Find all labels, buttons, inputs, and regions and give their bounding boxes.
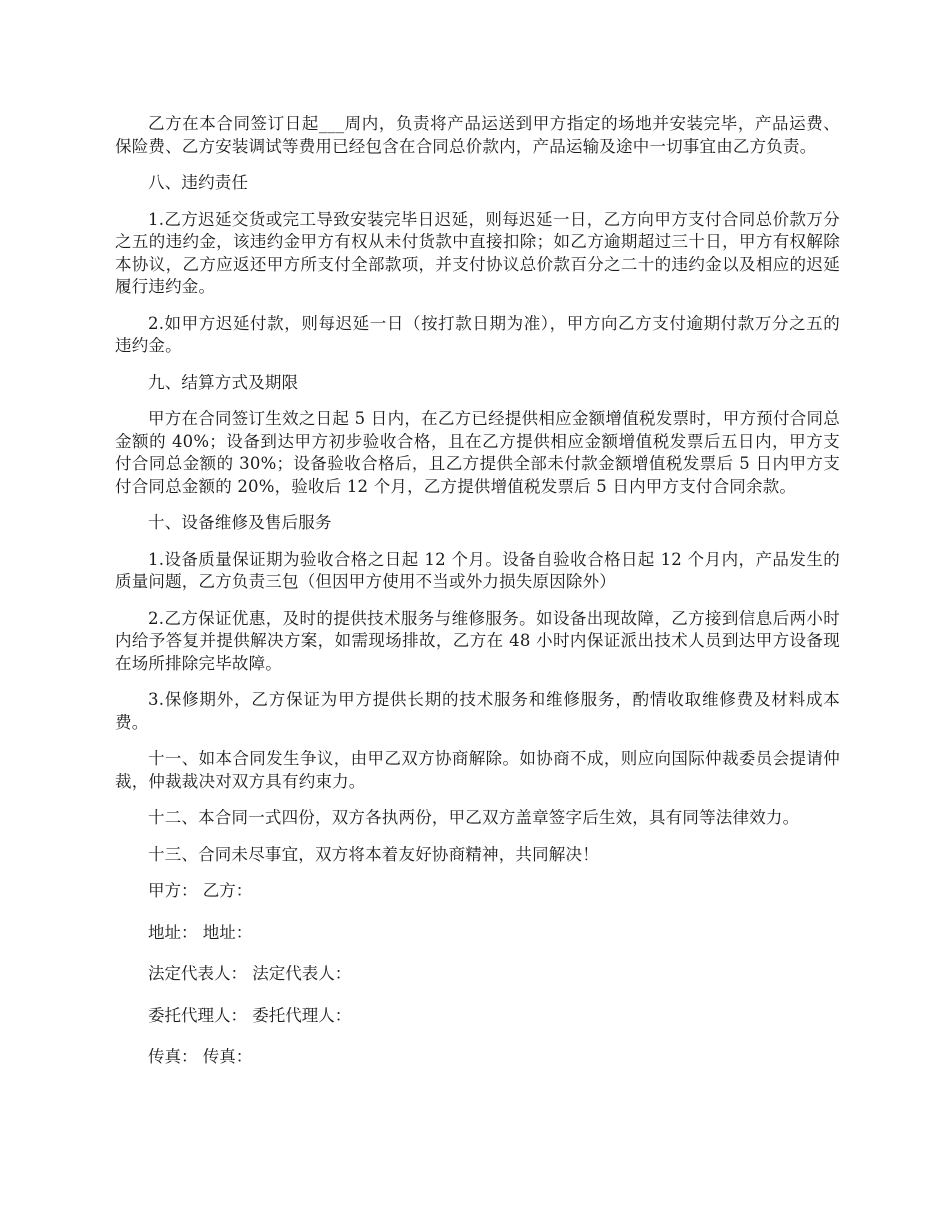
signature-address: 地址： 地址： <box>148 922 253 942</box>
dispute-clause: 十一、如本合同发生争议，由甲乙双方协商解除。如协商不成，则应向国际仲裁委员会提请仲裁，仲裁裁决对双方具有约束力。 <box>115 749 840 791</box>
signature-agent: 委托代理人： 委托代理人： <box>148 1005 352 1025</box>
breach-clause-2: 2.如甲方迟延付款，则每迟延一日（按打款日期为准），甲方向乙方支付逾期付款万分之五的违约金。 <box>115 313 840 355</box>
signature-block <box>115 880 840 1069</box>
signature-party: 甲方： 乙方： <box>148 881 253 900</box>
signature-legal-rep: 法定代表人： 法定代表人： <box>148 964 352 983</box>
maintenance-clause-2: 2.乙方保证优惠，及时的提供技术服务与维修服务。如设备出现故障，乙方接到信息后两小时内给予答复并提供解决方案，如需现场排故，乙方在 48 小时内保证派出技术人员到达甲方设备现在场所排除完毕故障。 <box>115 608 840 673</box>
maintenance-clause-1: 1.设备质量保证期为验收合格之日起 12 个月。设备自验收合格日起 12 个月内，产品发生的质量问题，乙方负责三包（但因甲方使用不当或外力损失原因除外） <box>115 549 840 591</box>
closing-clause: 十三、合同未尽事宜，双方将本着友好协商精神，共同解决！ <box>148 844 599 864</box>
section-heading-settlement: 九、结算方式及期限 <box>148 372 299 392</box>
signature-fax: 传真： 传真： <box>148 1047 253 1066</box>
section-heading-maintenance: 十、设备维修及售后服务 <box>148 513 332 532</box>
delivery-clause: 乙方在本合同签订日起___周内，负责将产品运送到甲方指定的场地并安装完毕，产品运费、保险费、乙方安装调试等费用已经包含在合同总价款内，产品运输及途中一切事宜由乙方负责。 <box>115 114 840 156</box>
settlement-clause: 甲方在合同签订生效之日起 5 日内，在乙方已经提供相应金额增值税发票时，甲方预付合同总金额的 40%；设备到达甲方初步验收合格，且在乙方提供相应金额增值税发票后五日内，甲方支付合同总金额的 30%；设备验收合格后，且乙方提供全部未付款金额增值税发票后 5 日内甲方支付合同总金额的 20%，验收后 12 个月，乙方提供增值税发票后 5 日内甲方支付合同余款。 <box>115 409 840 496</box>
copies-clause: 十二、本合同一式四份，双方各执两份，甲乙双方盖章签字后生效，具有同等法律效力。 <box>148 808 800 827</box>
maintenance-clause-3: 3.保修期外，乙方保证为甲方提供长期的技术服务和维修服务，酌情收取维修费及材料成本费。 <box>115 690 840 732</box>
breach-clause-1: 1.乙方迟延交货或完工导致安装完毕日迟延，则每迟延一日，乙方向甲方支付合同总价款万分之五的违约金，该违约金甲方有权从未付货款中直接扣除；如乙方逾期超过三十日，甲方有权解除本协议，乙方应返还甲方所支付全部款项，并支付协议总价款百分之二十的违约金以及相应的迟延履行违约金。 <box>115 209 840 296</box>
section-heading-breach: 八、违约责任 <box>148 173 249 192</box>
